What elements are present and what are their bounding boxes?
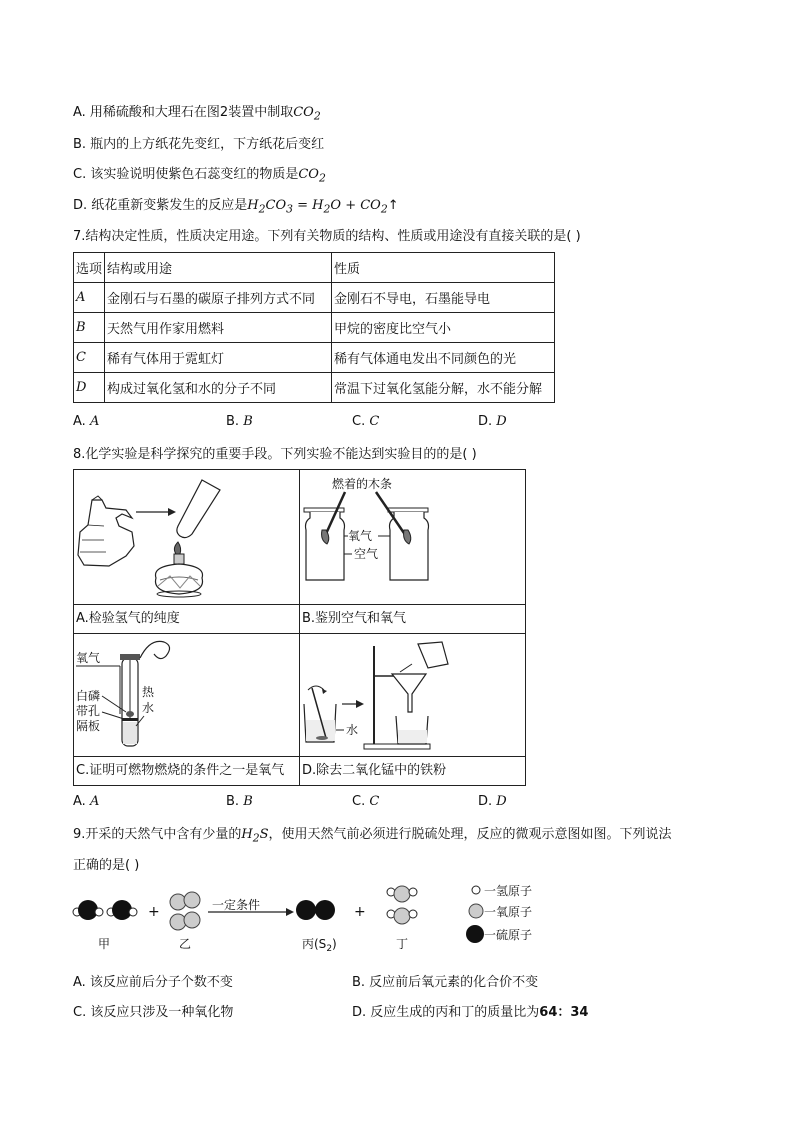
experiment-a-cell <box>74 470 300 634</box>
q7-table <box>73 252 555 403</box>
q9-stem-line2: 正确的是( ) <box>73 858 140 873</box>
q6-option-c: C. 该实验说明使紫色石蕊变红的物质是$CO_2$ <box>73 167 326 185</box>
q7-option-b: B. B <box>226 414 253 429</box>
table-row <box>74 253 555 283</box>
molecule-ding <box>387 886 417 924</box>
reaction-condition-label: 一定条件 <box>212 898 261 912</box>
experiment-c-cell <box>74 634 300 786</box>
hydrogen-atom-legend: 一氢原子 <box>484 884 533 898</box>
q8-option-c: C. C <box>352 794 380 809</box>
atom-legend <box>466 884 532 943</box>
q8-option-b: B. B <box>226 794 253 809</box>
q7-stem: 7.结构决定性质，性质决定用途。下列有关物质的结构、性质或用途没有直接关联的是( ) <box>73 229 581 244</box>
perforated-label: 带孔 <box>76 704 101 718</box>
oxygen-label: 氧气 <box>348 529 373 543</box>
q9-stem-line1: 9.开采的天然气中含有少量的$H_2S$，使用天然气前必须进行脱硫处理，反应的微观示意图如图。下列说法 <box>73 827 672 845</box>
experiment-d-caption: D.除去二氧化锰中的铁粉 <box>300 756 525 785</box>
q7-option-d: D. D <box>478 414 507 429</box>
q6-option-b: B. 瓶内的上方纸花先变红，下方纸花后变红 <box>73 137 325 152</box>
experiment-c-caption: C.证明可燃物燃烧的条件之一是氧气 <box>74 756 299 785</box>
table-row <box>74 373 555 403</box>
table-cell: 甲烷的密度比空气小 <box>332 313 555 343</box>
table-cell: 天然气用作家用燃料 <box>105 313 332 343</box>
table-header: 性质 <box>332 253 555 283</box>
table-row <box>74 283 555 313</box>
molecule-jia <box>73 900 137 920</box>
ding-label: 丁 <box>396 937 409 951</box>
q7-option-c: C. C <box>352 414 380 429</box>
experiment-d-cell <box>300 634 526 786</box>
q9-option-b: B. 反应前后氧元素的化合价不变 <box>352 975 539 990</box>
hot-label: 热 <box>142 685 155 699</box>
partition-label: 隔板 <box>76 719 101 733</box>
burning-stick-label: 燃着的木条 <box>332 477 393 491</box>
table-cell: 构成过氧化氢和水的分子不同 <box>105 373 332 403</box>
table-row <box>74 343 555 373</box>
jia-label: 甲 <box>98 937 111 951</box>
remove-iron-powder-illustration <box>300 634 455 756</box>
experiment-b-caption: B.鉴别空气和氧气 <box>300 604 525 633</box>
water-label: 水 <box>142 701 155 715</box>
d-water-label: 水 <box>346 723 359 737</box>
q8-stem: 8.化学实验是科学探究的重要手段。下列实验不能达到实验目的的是( ) <box>73 447 477 462</box>
q9-option-a: A. 该反应前后分子个数不变 <box>73 975 233 990</box>
bing-label: 丙$(S_2)$ <box>302 937 337 952</box>
q6-option-d: D. 纸花重新变紫发生的反应是$H_2CO_3 = H_2O$ + $CO_2↑$ <box>73 198 399 216</box>
identify-air-oxygen-illustration <box>300 470 525 604</box>
plus-sign: + <box>148 904 160 920</box>
table-cell: 稀有气体用于霓虹灯 <box>105 343 332 373</box>
q8-experiment-table <box>73 469 526 786</box>
table-row <box>74 313 555 343</box>
reaction-micro-diagram <box>68 880 588 952</box>
c-oxygen-label: 氧气 <box>76 651 101 665</box>
experiment-a-caption: A.检验氢气的纯度 <box>74 604 299 633</box>
table-cell: C <box>74 343 105 373</box>
molecule-yi <box>170 892 200 930</box>
q6-option-a: A. 用稀硫酸和大理石在图2装置中制取$CO_2$ <box>73 105 321 123</box>
q7-option-a: A. A <box>73 414 100 429</box>
table-cell: 金刚石与石墨的碳原子排列方式不同 <box>105 283 332 313</box>
yi-label: 乙 <box>179 937 192 951</box>
q9-option-c: C. 该反应只涉及一种氧化物 <box>73 1005 234 1020</box>
q8-option-a: A. A <box>73 794 100 809</box>
q8-option-d: D. D <box>478 794 507 809</box>
oxygen-atom-legend: 一氧原子 <box>484 905 533 919</box>
q9-option-d: D. 反应生成的丙和丁的质量比为64：34 <box>352 1005 589 1020</box>
white-phosphorus-label: 白磷 <box>76 689 101 703</box>
molecule-bing <box>296 900 335 920</box>
hydrogen-purity-test-illustration <box>74 470 299 604</box>
table-cell: 稀有气体通电发出不同颜色的光 <box>332 343 555 373</box>
combustion-condition-illustration <box>74 634 299 756</box>
table-cell: A <box>74 283 105 313</box>
sulfur-atom-legend: 一硫原子 <box>484 928 533 942</box>
table-cell: B <box>74 313 105 343</box>
table-cell: D <box>74 373 105 403</box>
air-label: 空气 <box>354 547 379 561</box>
table-header: 选项 <box>74 253 105 283</box>
plus-sign: + <box>354 904 366 920</box>
table-header: 结构或用途 <box>105 253 332 283</box>
table-cell: 常温下过氧化氢能分解，水不能分解 <box>332 373 555 403</box>
table-cell: 金刚石不导电，石墨能导电 <box>332 283 555 313</box>
experiment-b-cell <box>300 470 526 634</box>
